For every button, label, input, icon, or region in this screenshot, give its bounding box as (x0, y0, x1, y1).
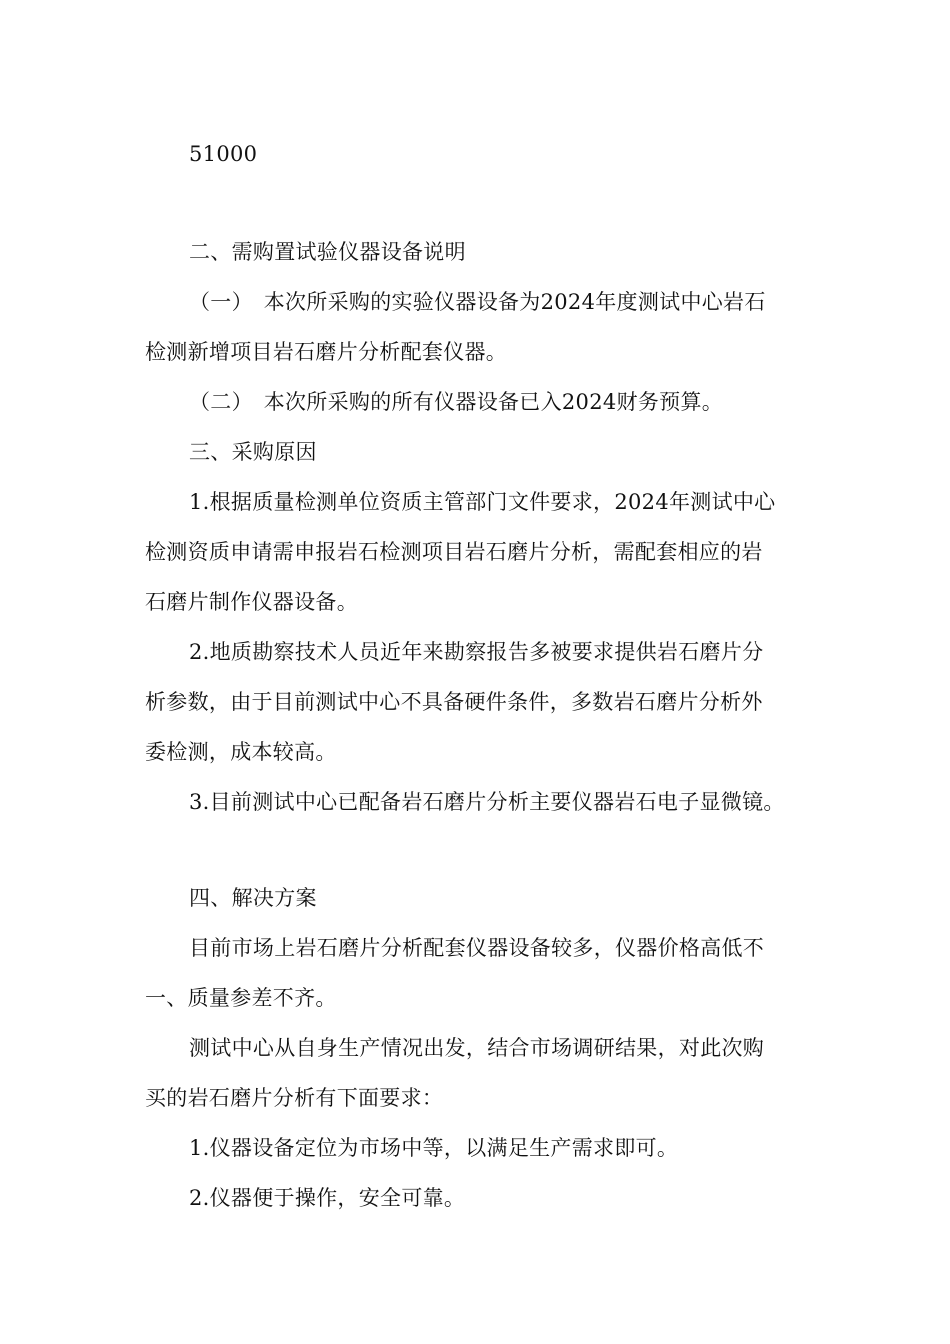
paragraph-line: 2.地质勘察技术人员近年来勘察报告多被要求提供岩石磨片分 (189, 640, 764, 664)
paragraph-line: 1.根据质量检测单位资质主管部门文件要求，2024年测试中心 (189, 490, 776, 514)
paragraph-line: 检测资质申请需申报岩石检测项目岩石磨片分析，需配套相应的岩 (145, 540, 763, 564)
section-heading-3: 三、采购原因 (189, 440, 317, 464)
amount-text: 51000 (189, 142, 258, 166)
paragraph-line: （一） 本次所采购的实验仪器设备为2024年度测试中心岩石 (189, 290, 766, 314)
paragraph-line: 1.仪器设备定位为市场中等，以满足生产需求即可。 (189, 1136, 679, 1160)
paragraph-line: 买的岩石磨片分析有下面要求： (145, 1086, 444, 1110)
section-heading-2: 二、需购置试验仪器设备说明 (189, 240, 466, 264)
paragraph-line: 一、质量参差不齐。 (145, 986, 337, 1010)
paragraph-line: 3.目前测试中心已配备岩石磨片分析主要仪器岩石电子显微镜。 (189, 790, 785, 814)
paragraph-line: （二） 本次所采购的所有仪器设备已入2024财务预算。 (189, 390, 724, 414)
paragraph-line: 石磨片制作仪器设备。 (145, 590, 358, 614)
paragraph-line: 测试中心从自身生产情况出发，结合市场调研结果，对此次购 (189, 1036, 765, 1060)
paragraph-line: 目前市场上岩石磨片分析配套仪器设备较多，仪器价格高低不 (189, 936, 765, 960)
paragraph-line: 委检测，成本较高。 (145, 740, 337, 764)
paragraph-line: 检测新增项目岩石磨片分析配套仪器。 (145, 340, 508, 364)
paragraph-line: 2.仪器便于操作，安全可靠。 (189, 1186, 466, 1210)
paragraph-line: 析参数，由于目前测试中心不具备硬件条件，多数岩石磨片分析外 (145, 690, 763, 714)
section-heading-4: 四、解决方案 (189, 886, 317, 910)
